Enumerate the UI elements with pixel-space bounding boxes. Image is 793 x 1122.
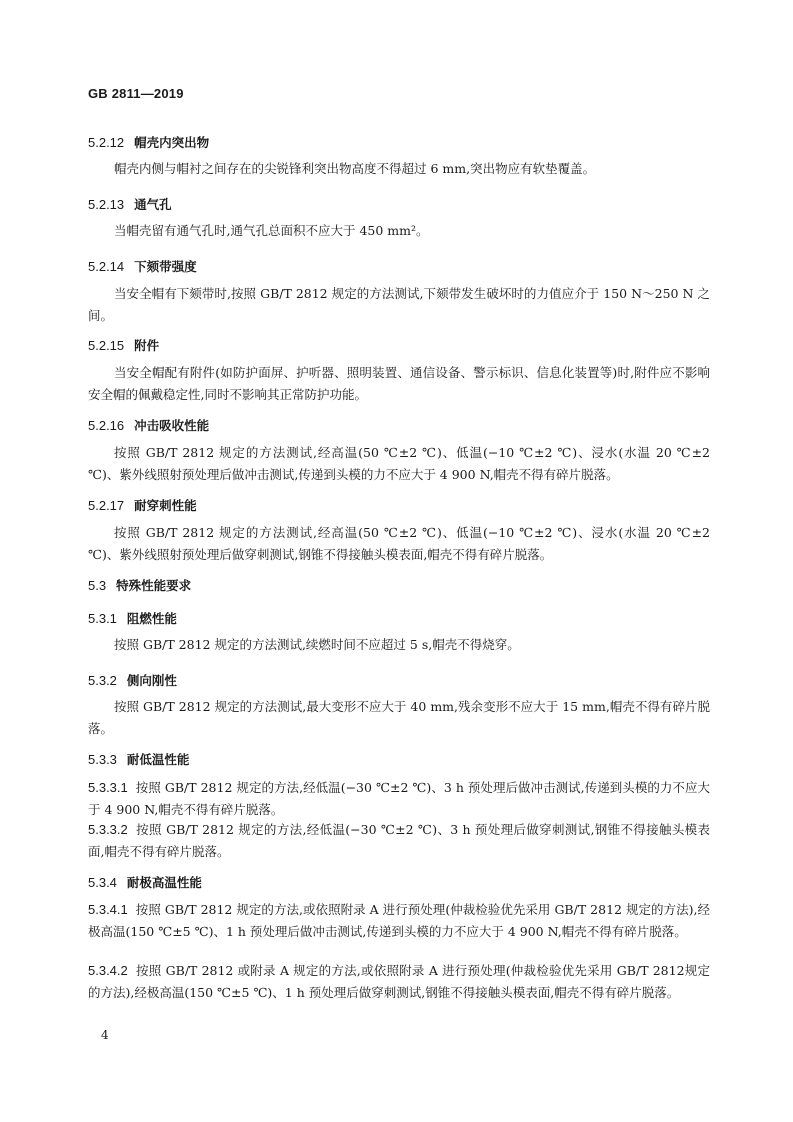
section-heading-5-2-14: 5.2.14 下颏带强度 — [88, 259, 197, 274]
clause-5-3-3-2: 5.3.3.2 按照 GB/T 2812 规定的方法,经低温(−30 ℃±2 ℃)、3 h 预处理后做穿刺测试,钢锥不得接触头模表面,帽壳不得有碎片脱落。 — [88, 822, 710, 859]
section-body-5-2-14: 当安全帽有下颏带时,按照 GB/T 2812 规定的方法测试,下颏带发生破坏时的力值应介于 150 N～250 N 之间。 — [88, 286, 710, 323]
section-heading-5-3-2: 5.3.2 侧向刚性 — [88, 673, 177, 688]
section-heading-5-2-17: 5.2.17 耐穿刺性能 — [88, 498, 197, 513]
section-heading-5-2-12: 5.2.12 帽壳内突出物 — [88, 135, 210, 150]
section-heading-5-2-16: 5.2.16 冲击吸收性能 — [88, 418, 210, 433]
clause-5-3-3-1: 5.3.3.1 按照 GB/T 2812 规定的方法,经低温(−30 ℃±2 ℃)、3 h 预处理后做冲击测试,传递到头模的力不应大于 4 900 N,帽壳不得有碎片脱落。 — [88, 780, 710, 817]
section-heading-5-2-13: 5.2.13 通气孔 — [88, 197, 172, 212]
section-body-5-2-16: 按照 GB/T 2812 规定的方法测试,经高温(50 ℃±2 ℃)、低温(−10 ℃±2 ℃)、浸水(水温 20 ℃±2 ℃)、紫外线照射预处理后做冲击测试,传递到头模的力不应大于 4 900 N,帽壳不得有碎片脱落。 — [88, 445, 710, 482]
page-number: 4 — [101, 1028, 109, 1042]
section-heading-5-2-15: 5.2.15 附件 — [88, 338, 160, 353]
section-body-5-2-15: 当安全帽配有附件(如防护面屏、护听器、照明装置、通信设备、警示标识、信息化装置等)时,附件应不影响安全帽的佩戴稳定性,同时不影响其正常防护功能。 — [88, 365, 710, 402]
section-body-5-2-17: 按照 GB/T 2812 规定的方法测试,经高温(50 ℃±2 ℃)、低温(−10 ℃±2 ℃)、浸水(水温 20 ℃±2 ℃)、紫外线照射预处理后做穿刺测试,钢锥不得接触头模表面,帽壳不得有碎片脱落。 — [88, 525, 710, 562]
section-body-5-2-12: 帽壳内侧与帽衬之间存在的尖锐锋利突出物高度不得超过 6 mm,突出物应有软垫覆盖。 — [114, 161, 596, 176]
section-body-5-3-1: 按照 GB/T 2812 规定的方法测试,续燃时间不应超过 5 s,帽壳不得烧穿。 — [114, 637, 520, 652]
clause-5-3-4-1: 5.3.4.1 按照 GB/T 2812 规定的方法,或依照附录 A 进行预处理(仲裁检验优先采用 GB/T 2812 规定的方法),经极高温(150 ℃±5 ℃)、1 h 预处理后做冲击测试,传递到头模的力不应大于 4 900 N,帽壳不得有碎片脱落。 — [88, 902, 710, 939]
section-heading-5-3-4: 5.3.4 耐极高温性能 — [88, 875, 202, 890]
standard-number-header: GB 2811—2019 — [88, 86, 184, 101]
clause-5-3-4-2: 5.3.4.2 按照 GB/T 2812 或附录 A 规定的方法,或依照附录 A 进行预处理(仲裁检验优先采用 GB/T 2812规定的方法),经极高温(150 ℃±5 ℃)、1 h 预处理后做穿刺测试,钢锥不得接触头模表面,帽壳不得有碎片脱落。 — [88, 963, 710, 1000]
section-body-5-2-13: 当帽壳留有通气孔时,通气孔总面积不应大于 450 mm²。 — [114, 223, 429, 238]
section-heading-5-3-3: 5.3.3 耐低温性能 — [88, 752, 190, 767]
section-heading-5-3-1: 5.3.1 阻燃性能 — [88, 611, 177, 626]
section-body-5-3-2: 按照 GB/T 2812 规定的方法测试,最大变形不应大于 40 mm,残余变形不应大于 15 mm,帽壳不得有碎片脱落。 — [88, 699, 710, 736]
section-heading-5-3: 5.3 特殊性能要求 — [88, 578, 192, 593]
